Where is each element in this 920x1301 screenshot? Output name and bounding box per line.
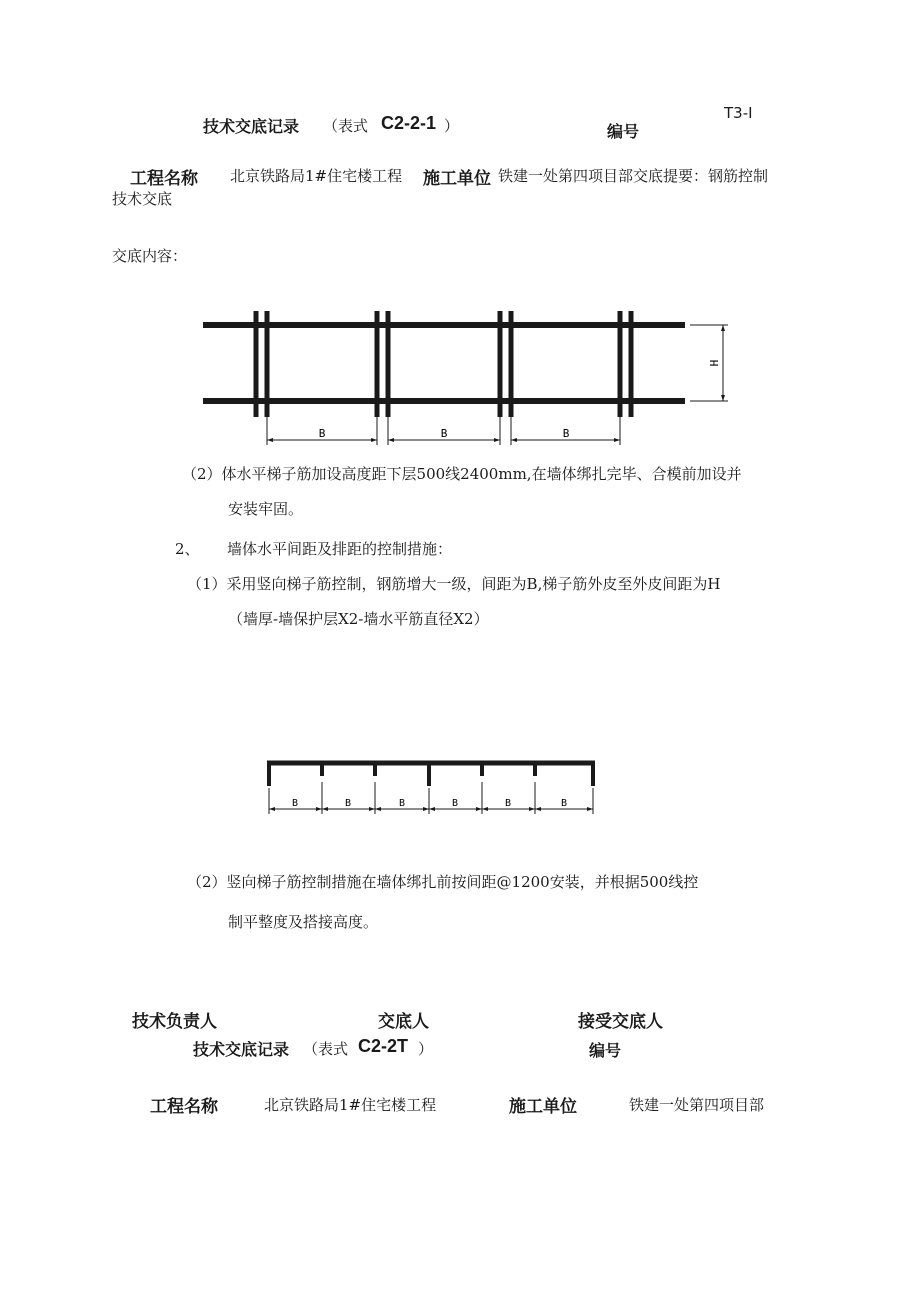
form-code: C2-2-1 <box>381 113 437 133</box>
project-name-label-2: 工程名称 <box>150 1097 218 1117</box>
construction-unit-value-2: 铁建一处第四项目部 <box>629 1096 765 1114</box>
number-value: T3-I <box>724 104 753 122</box>
section-number: 2、 <box>175 540 200 558</box>
paragraph-2-line1: （2）体水平梯子筋加设高度距下层500线2400mm,在墙体绑扎完毕、合模前加设并 <box>182 465 742 483</box>
presenter-label: 交底人 <box>378 1012 429 1032</box>
number-label: 编号 <box>607 122 640 141</box>
b-label: B <box>451 798 459 809</box>
form-code-prefix-2: （表式 <box>303 1040 349 1058</box>
project-name-value: 北京铁路局1#住宅楼工程 <box>230 167 403 185</box>
receiver-label: 接受交底人 <box>578 1012 663 1032</box>
section-title: 墙体水平间距及排距的控制措施： <box>227 540 453 558</box>
number-label-2: 编号 <box>589 1041 622 1060</box>
form-code-suffix: ） <box>444 117 460 135</box>
paragraph-2b-line2: 制平整度及搭接高度。 <box>228 913 379 931</box>
paragraph-2-line2: 安装牢固。 <box>228 500 304 518</box>
h-label: H <box>708 359 721 367</box>
paragraph-2b-line1: （2）竖向梯子筋控制措施在墙体绑扎前按间距@1200安装，并根据500线控 <box>187 873 699 891</box>
paragraph-1-line1: （1）采用竖向梯子筋控制，钢筋增大一级，间距为B,梯子筋外皮至外皮间距为H <box>187 575 721 593</box>
vertical-ladder-diagram <box>260 758 605 818</box>
form-title: 技术交底记录 <box>203 117 300 136</box>
b-label: B <box>291 798 299 809</box>
project-name-label: 工程名称 <box>130 169 198 189</box>
form-title-2: 技术交底记录 <box>193 1040 290 1059</box>
content-label: 交底内容： <box>112 247 188 265</box>
b-label: B <box>560 798 568 809</box>
b-label: B <box>398 798 406 809</box>
project-name-value-2: 北京铁路局1#住宅楼工程 <box>264 1096 437 1114</box>
b-label: B <box>562 427 570 440</box>
summary-continuation: 技术交底 <box>112 190 173 208</box>
construction-unit-label-2: 施工单位 <box>509 1097 577 1117</box>
paragraph-1-line2: （墙厚-墙保护层X2-墙水平筋直径X2） <box>228 610 489 628</box>
construction-unit-value: 铁建一处第四项目部交底提要：钢筋控制 <box>498 167 769 185</box>
form-code-prefix: （表式 <box>323 117 369 135</box>
form-code-suffix-2: ） <box>418 1040 434 1058</box>
tech-lead-label: 技术负责人 <box>132 1012 217 1032</box>
construction-unit-label: 施工单位 <box>423 169 491 189</box>
horizontal-ladder-diagram <box>195 305 740 450</box>
b-label: B <box>318 427 326 440</box>
b-label: B <box>440 427 448 440</box>
b-label: B <box>504 798 512 809</box>
b-label: B <box>344 798 352 809</box>
form-code-2: C2-2T <box>358 1036 409 1056</box>
